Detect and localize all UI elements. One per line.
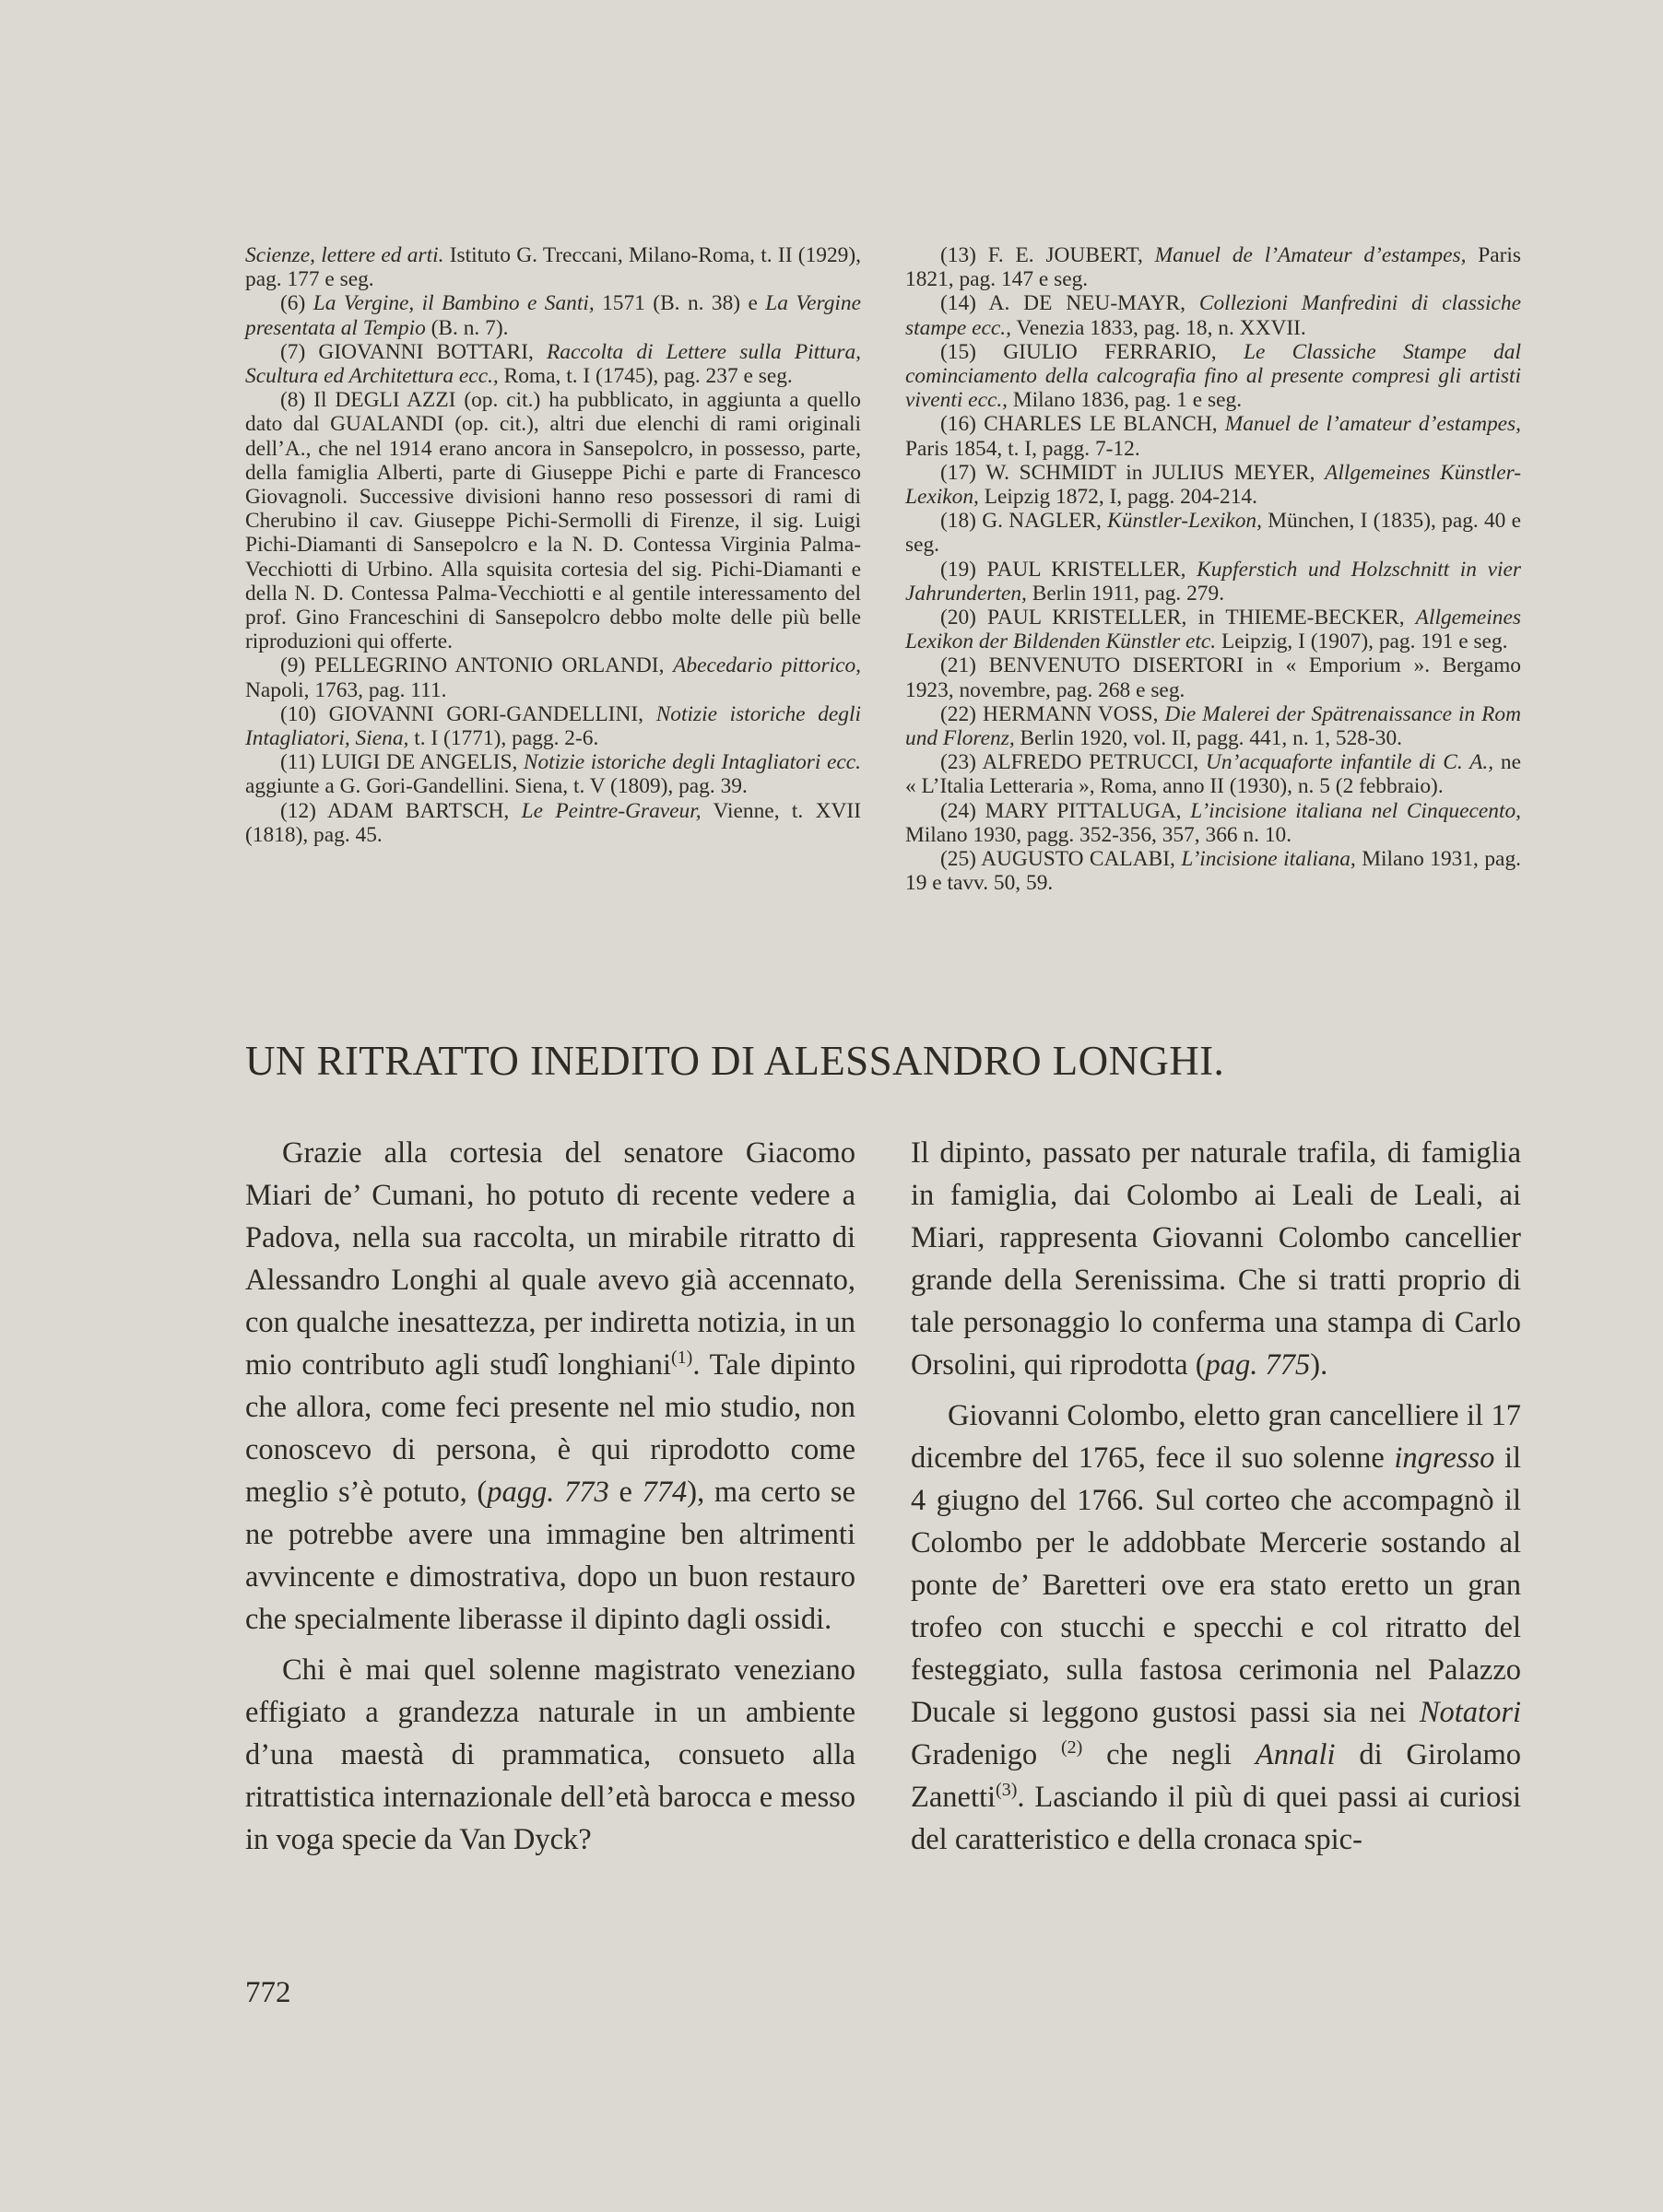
text-run: Vienne, t. XVII (1818), pag. 45. bbox=[245, 798, 861, 847]
text-run: (12) ADAM BARTSCH, bbox=[280, 798, 522, 823]
text-run: (11) LUIGI DE ANGELIS, bbox=[280, 750, 524, 775]
text-run: di Girolamo Zanetti bbox=[911, 1738, 1521, 1814]
text-run: . Tale dipinto che allora, come feci presente nel mio studio, non conoscevo di persona, è qui riprodotto come meglio s’è potuto, ( bbox=[245, 1348, 855, 1509]
text-run: Venezia 1833, pag. 18, n. XXVII. bbox=[1010, 315, 1306, 340]
footnote bbox=[905, 750, 1521, 798]
text-run: Scienze, lettere ed arti. bbox=[245, 243, 444, 267]
footnote bbox=[905, 291, 1521, 339]
body-paragraph bbox=[911, 1394, 1521, 1861]
text-run: Gradenigo bbox=[911, 1738, 1061, 1771]
text-run: (19) PAUL KRISTELLER, bbox=[940, 557, 1197, 582]
footnote bbox=[905, 847, 1521, 895]
body-left-column bbox=[245, 1132, 855, 1869]
text-run: ), ma certo se ne potrebbe avere una immagine ben altrimenti avvincente e dimostrativa, dopo un buon restauro che specialmente liberasse il dipinto dagli ossidi. bbox=[245, 1476, 856, 1636]
footnote bbox=[905, 243, 1521, 291]
text-run: München, I (1835), pag. 40 e seg. bbox=[905, 509, 1522, 558]
text-run: Allgemeines Künstler-Lexikon, bbox=[905, 460, 1521, 510]
footnote bbox=[245, 653, 861, 701]
text-run: e bbox=[608, 1476, 643, 1509]
text-run: (17) W. SCHMIDT in JULIUS MEYER, bbox=[940, 460, 1326, 485]
text-run: Abecedario pittorico, bbox=[673, 653, 862, 678]
footnote bbox=[905, 461, 1521, 509]
text-run: (10) GIOVANNI GORI-GANDELLINI, bbox=[280, 701, 656, 726]
text-run: (20) PAUL KRISTELLER, in THIEME-BECKER, bbox=[940, 606, 1416, 630]
text-run: (B. n. 7). bbox=[425, 315, 509, 340]
footnote bbox=[245, 388, 861, 653]
footnote-reference: (1) bbox=[671, 1347, 693, 1368]
text-run: (25) AUGUSTO CALABI, bbox=[940, 847, 1182, 872]
text-run: Künstler-Lexikon, bbox=[1107, 509, 1262, 534]
text-run: Chi è mai quel solenne magistrato veneziano effigiato a grandezza naturale in un ambiente d’una maestà di prammatica, consueto alla ritrattistica internazionale dell’età barocca e messo in voga specie da Van Dyck? bbox=[245, 1653, 855, 1856]
footnote bbox=[905, 606, 1521, 653]
text-run: ne « L’Italia Letteraria », Roma, anno II (1930), n. 5 (2 febbraio). bbox=[905, 750, 1521, 799]
text-run: Milano 1930, pagg. 352-356, 357, 366 n. 10. bbox=[905, 822, 1292, 847]
footnote-reference: (2) bbox=[1061, 1737, 1083, 1758]
text-run: il 4 giugno del 1766. Sul corteo che accompagnò il Colombo per le addobbate Mercerie sostando al ponte de’ Baretteri ove era stato eretto un gran trofeo con stucchi e specchi e col ritratto del festeggiato, sulla fastosa cerimonia nel Palazzo Ducale si leggono gustosi passi sia nei bbox=[911, 1441, 1522, 1729]
text-run: Manuel de l’amateur d’estampes, bbox=[1224, 412, 1521, 437]
footnote bbox=[905, 340, 1521, 413]
body-paragraph bbox=[245, 1132, 855, 1641]
text-run: t. I (1771), pagg. 2-6. bbox=[408, 726, 599, 751]
text-run: Die Malerei der Spätrenaissance in Rom und Florenz, bbox=[905, 701, 1522, 751]
text-run: Le Peintre-Graveur, bbox=[521, 798, 702, 823]
footnote bbox=[905, 509, 1521, 557]
text-run: La Vergine presentata al Tempio bbox=[245, 291, 861, 340]
text-run: L’incisione italiana nel Cinquecento, bbox=[1190, 798, 1521, 823]
text-run: L’incisione italiana, bbox=[1181, 847, 1356, 872]
footnote bbox=[245, 340, 861, 388]
text-run: (6) bbox=[280, 291, 313, 316]
text-run: Milano 1836, pag. 1 e seg. bbox=[1008, 388, 1243, 413]
footnote bbox=[905, 653, 1521, 701]
article-title: UN RITRATTO INEDITO DI ALESSANDRO LONGHI. bbox=[245, 1038, 1225, 1084]
footnote bbox=[905, 558, 1521, 606]
text-run: Raccolta di Lettere sulla Pittura, Scultura ed Architettura ecc., bbox=[245, 339, 861, 389]
text-run: Un’acquaforte infantile di C. A., bbox=[1205, 750, 1494, 775]
text-run: (13) F. E. JOUBERT, bbox=[940, 243, 1155, 267]
text-run: pag. 775 bbox=[1205, 1348, 1311, 1382]
text-run: Il dipinto, passato per naturale trafila, di famiglia in famiglia, dai Colombo ai Leali de Leali, ai Miari, rappresenta Giovanni Colombo cancellier grande della Serenissima. Che si tratti proprio di tale personaggio lo conferma una stampa di Carlo Orsolini, qui riprodotta ( bbox=[911, 1136, 1521, 1382]
footnotes-left-column bbox=[245, 243, 861, 847]
body-paragraph bbox=[911, 1132, 1521, 1386]
text-run: Notizie istoriche degli Intagliatori ecc. bbox=[523, 750, 861, 775]
text-run: aggiunte a G. Gori-Gandellini. Siena, t. V (1809), pag. 39. bbox=[245, 774, 748, 799]
text-run: ). bbox=[1310, 1348, 1328, 1382]
text-run: 1571 (B. n. 38) e bbox=[594, 291, 766, 316]
footnote bbox=[905, 412, 1521, 460]
text-run: Leipzig, I (1907), pag. 191 e seg. bbox=[1216, 629, 1508, 654]
text-run: (7) GIOVANNI BOTTARI, bbox=[280, 339, 548, 364]
text-run: (8) Il DEGLI AZZI (op. cit.) ha pubblicato, in aggiunta a quello dato dal GUALANDI (op. cit.), altri due elenchi di rami originali dell’A., che nel 1914 erano ancora in Sansepolcro, in possesso, parte, della famiglia Alberti, parte di Giuseppe Pichi e parte di Francesco Giovagnoli. Successive divisioni hanno reso possessori di rami di Cherubino il cav. Giuseppe Pichi-Sermolli di Firenze, il sig. Luigi Pichi-Diamanti di Sansepolcro e la N. D. Contessa Virginia Palma-Vecchiotti di Urbino. Alla squisita cortesia del sig. Pichi-Diamanti e della N. D. Contessa Palma-Vecchiotti e al gentile interessamento del prof. Gino Franceschini di Sansepolcro debbo molte delle più belle riproduzioni qui offerte. bbox=[245, 388, 861, 654]
text-run: (24) MARY PITTALUGA, bbox=[940, 798, 1191, 823]
text-run: Istituto G. Treccani, Milano-Roma, t. II (1929), pag. 177 e seg. bbox=[245, 243, 862, 292]
text-run: Annali bbox=[1255, 1738, 1336, 1771]
text-run: Kupferstich und Holzschnitt in vier Jahrunderten, bbox=[905, 557, 1521, 606]
footnote bbox=[245, 799, 861, 847]
footnote bbox=[905, 799, 1521, 847]
footnote bbox=[245, 702, 861, 750]
text-run: (23) ALFREDO PETRUCCI, bbox=[940, 750, 1206, 775]
text-run: Milano 1931, pag. 19 e tavv. 50, 59. bbox=[905, 847, 1521, 896]
text-run: che negli bbox=[1082, 1738, 1256, 1771]
text-run: . Lasciando il più di quei passi ai curiosi del caratteristico e della cronaca spic- bbox=[911, 1781, 1521, 1856]
text-run: Manuel de l’Amateur d’estampes, bbox=[1154, 243, 1467, 267]
text-run: (22) HERMANN VOSS, bbox=[940, 701, 1165, 726]
text-run: Leipzig 1872, I, pagg. 204-214. bbox=[978, 485, 1257, 510]
text-run: Roma, t. I (1745), pag. 237 e seg. bbox=[498, 364, 793, 389]
text-run: Le Classiche Stampe dal cominciamento della calcografia fino al presente compresi gli artisti viventi ecc., bbox=[905, 339, 1521, 413]
footnote bbox=[245, 243, 861, 291]
body-right-column bbox=[911, 1132, 1521, 1869]
body-paragraph bbox=[245, 1649, 855, 1861]
text-run: La Vergine, il Bambino e Santi, bbox=[313, 291, 595, 316]
text-run: (16) CHARLES LE BLANCH, bbox=[940, 412, 1225, 437]
footnotes-right-column bbox=[905, 243, 1521, 895]
text-run: (9) PELLEGRINO ANTONIO ORLANDI, bbox=[280, 653, 674, 678]
text-run: Allgemeines Lexikon der Bildenden Künstler etc. bbox=[905, 606, 1521, 654]
text-run: Paris 1821, pag. 147 e seg. bbox=[905, 243, 1521, 292]
text-run: Napoli, 1763, pag. 111. bbox=[245, 677, 447, 702]
text-run: pagg. 773 bbox=[487, 1476, 609, 1509]
text-run: (14) A. DE NEU-MAYR, bbox=[940, 291, 1199, 316]
text-run: Grazie alla cortesia del senatore Giacomo Miari de’ Cumani, ho potuto di recente vedere a Padova, nella sua raccolta, un mirabile ritratto di Alessandro Longhi al quale avevo già accennato, con qualche inesattezza, per indiretta notizia, in un mio contributo agli studî longhiani bbox=[245, 1136, 855, 1382]
text-run: Notatori bbox=[1419, 1696, 1521, 1729]
text-run: (21) BENVENUTO DISERTORI in « Emporium ». Bergamo 1923, novembre, pag. 268 e seg. bbox=[905, 653, 1521, 702]
text-run: (18) G. NAGLER, bbox=[940, 509, 1108, 534]
footnote bbox=[905, 702, 1521, 750]
text-run: Giovanni Colombo, eletto gran cancelliere il 17 dicembre del 1765, fece il suo solenne bbox=[911, 1399, 1521, 1475]
text-run: Berlin 1911, pag. 279. bbox=[1026, 581, 1225, 606]
text-run: (15) GIULIO FERRARIO, bbox=[940, 339, 1244, 364]
text-run: Collezioni Manfredini di classiche stampe ecc., bbox=[905, 291, 1521, 340]
text-run: 774 bbox=[642, 1476, 688, 1509]
text-run: Notizie istoriche degli Intagliatori, Siena, bbox=[245, 701, 862, 751]
page-number: 772 bbox=[245, 1976, 291, 2009]
text-run: ingresso bbox=[1394, 1441, 1495, 1475]
footnote-reference: (3) bbox=[996, 1780, 1018, 1800]
text-run: Berlin 1920, vol. II, pagg. 441, n. 1, 528-30. bbox=[1014, 726, 1403, 751]
text-run: Paris 1854, t. I, pagg. 7-12. bbox=[905, 436, 1140, 461]
footnote bbox=[245, 291, 861, 339]
footnote bbox=[245, 750, 861, 798]
